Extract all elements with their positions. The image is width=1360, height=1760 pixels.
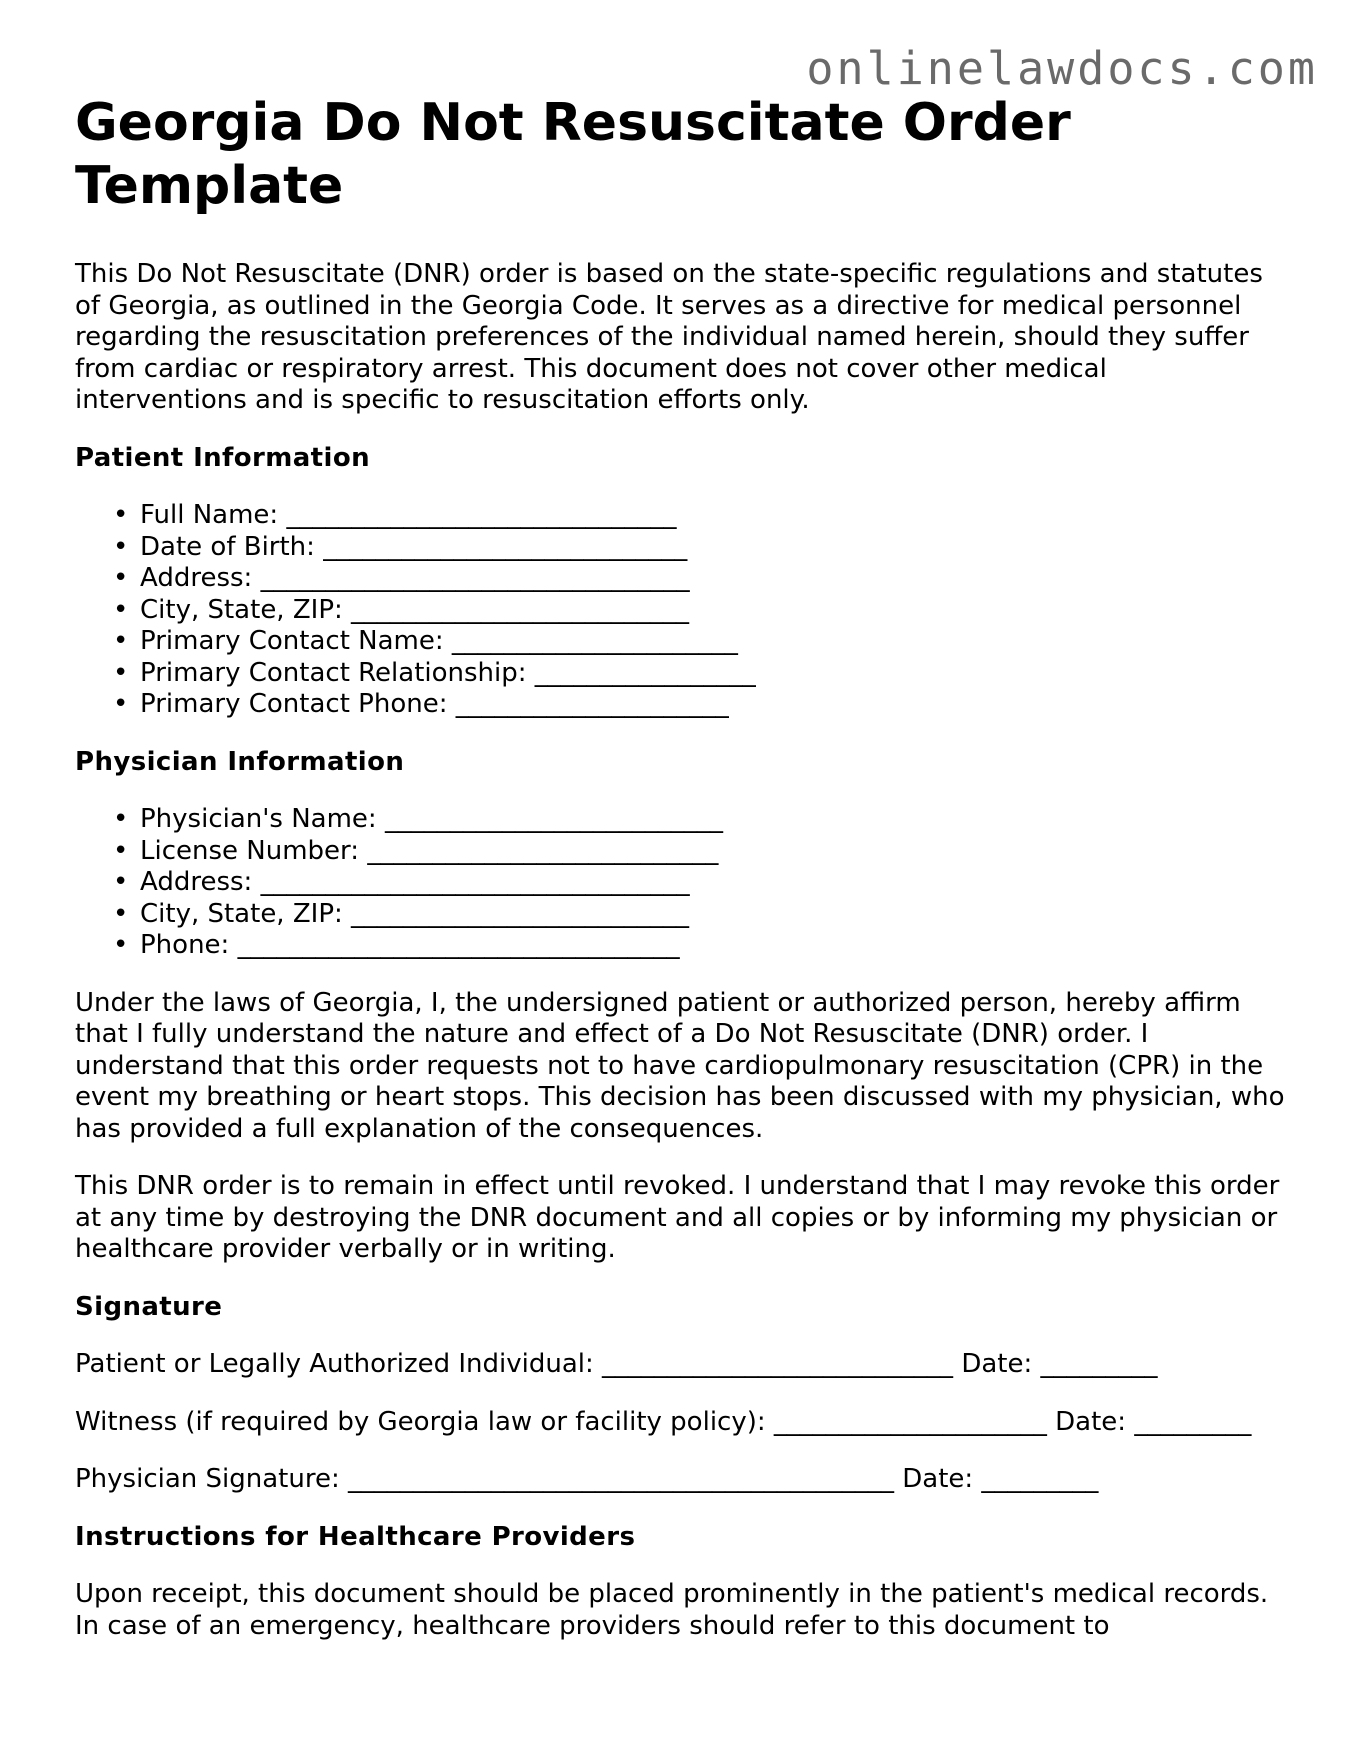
revocation-paragraph: This DNR order is to remain in effect until revoked. I understand that I may revoke this order at any time by destroying the DNR document and all copies or by informing my physician or healthcare provider verbally or in writing. bbox=[75, 1171, 1280, 1264]
list-item bbox=[75, 595, 1285, 627]
field-label: Primary Contact Relationship: bbox=[140, 657, 527, 688]
physician-signature-blank[interactable]: __________________________________________ bbox=[347, 1464, 894, 1494]
bullet-icon: • bbox=[113, 594, 129, 625]
physician-information-list bbox=[75, 804, 1285, 962]
list-item bbox=[75, 836, 1285, 868]
instructions-heading: Instructions for Healthcare Providers bbox=[75, 1521, 636, 1552]
bullet-icon: • bbox=[113, 500, 129, 530]
bullet-icon: • bbox=[113, 804, 129, 834]
bullet-icon: • bbox=[113, 531, 129, 562]
watermark: onlinelawdocs.com bbox=[806, 42, 1318, 95]
instructions-paragraph: Upon receipt, this document should be placed prominently in the patient's medical records. In case of an emergency, healthcare providers should refer to this document to bbox=[75, 1579, 1269, 1641]
list-item bbox=[75, 930, 1285, 962]
fill-in-blank[interactable]: __________________________ bbox=[384, 804, 723, 834]
bullet-icon: • bbox=[113, 898, 129, 929]
patient-information-heading: Patient Information bbox=[75, 442, 370, 473]
patient-signature-line bbox=[75, 1349, 1285, 1381]
list-item bbox=[75, 658, 1285, 690]
fill-in-blank[interactable]: __________________________ bbox=[351, 898, 690, 929]
fill-in-blank[interactable]: ______________________ bbox=[451, 626, 738, 656]
date-label: Date: bbox=[961, 1349, 1033, 1379]
intro-paragraph: This Do Not Resuscitate (DNR) order is based on the state-specific regulations and statutes of Georgia, as outlined in the Georgia Code. It serves as a directive for medical personnel regarding the resuscitation preferences of the individual named herein, should they suffer from cardiac or respiratory arrest. This document does not cover other medical interventions and is specific to resuscitation efforts only. bbox=[75, 259, 1263, 415]
date-blank[interactable]: _________ bbox=[1134, 1406, 1252, 1437]
field-label: Full Name: bbox=[140, 500, 279, 530]
list-item bbox=[75, 626, 1285, 658]
field-label: Address: bbox=[140, 867, 253, 897]
field-label: Phone: bbox=[140, 930, 230, 960]
witness-signature-label: Witness (if required by Georgia law or facility policy): bbox=[75, 1406, 766, 1437]
list-item bbox=[75, 563, 1285, 595]
fill-in-blank[interactable]: _____________________ bbox=[455, 689, 729, 719]
bullet-icon: • bbox=[113, 835, 129, 866]
fill-in-blank[interactable]: __________________________ bbox=[351, 594, 690, 625]
witness-signature-blank[interactable]: _____________________ bbox=[773, 1406, 1047, 1437]
fill-in-blank[interactable]: ___________________________ bbox=[367, 835, 719, 866]
patient-signature-blank[interactable]: ___________________________ bbox=[602, 1349, 954, 1379]
affirmation-paragraph: Under the laws of Georgia, I, the undersigned patient or authorized person, hereby affirm that I fully understand the nature and effect of a Do Not Resuscitate (DNR) order. I understand that this order requests not to have cardiopulmonary resuscitation (CPR) in the event my breathing or heart stops. This decision has been discussed with my physician, who has provided a full explanation of the consequences. bbox=[75, 987, 1285, 1144]
bullet-icon: • bbox=[113, 930, 129, 960]
bullet-icon: • bbox=[113, 626, 129, 656]
bullet-icon: • bbox=[113, 657, 129, 688]
field-label: Address: bbox=[140, 563, 253, 593]
field-label: Primary Contact Name: bbox=[140, 626, 444, 656]
list-item bbox=[75, 500, 1285, 532]
signature-heading: Signature bbox=[75, 1291, 223, 1322]
fill-in-blank[interactable]: ______________________________ bbox=[286, 500, 677, 530]
document-page bbox=[75, 92, 1285, 1668]
date-blank[interactable]: _________ bbox=[1040, 1349, 1158, 1379]
field-label: City, State, ZIP: bbox=[140, 898, 343, 929]
bullet-icon: • bbox=[113, 867, 129, 897]
field-label: City, State, ZIP: bbox=[140, 594, 343, 625]
field-label: Date of Birth: bbox=[140, 531, 315, 562]
date-label: Date: bbox=[902, 1464, 974, 1494]
patient-signature-label: Patient or Legally Authorized Individual: bbox=[75, 1349, 594, 1379]
list-item bbox=[75, 867, 1285, 899]
list-item bbox=[75, 689, 1285, 721]
bullet-icon: • bbox=[113, 689, 129, 719]
list-item bbox=[75, 532, 1285, 564]
patient-information-list bbox=[75, 500, 1285, 721]
field-label: Primary Contact Phone: bbox=[140, 689, 448, 719]
physician-information-heading: Physician Information bbox=[75, 746, 405, 777]
witness-signature-line bbox=[75, 1407, 1255, 1439]
bullet-icon: • bbox=[113, 563, 129, 593]
physician-signature-label: Physician Signature: bbox=[75, 1464, 340, 1494]
fill-in-blank[interactable]: ____________________________ bbox=[323, 531, 688, 562]
list-item bbox=[75, 804, 1285, 836]
date-blank[interactable]: _________ bbox=[981, 1464, 1099, 1494]
fill-in-blank[interactable]: _________________________________ bbox=[260, 867, 690, 897]
list-item bbox=[75, 899, 1285, 931]
field-label: Physician's Name: bbox=[140, 804, 377, 834]
fill-in-blank[interactable]: _________________________________ bbox=[260, 563, 690, 593]
date-label: Date: bbox=[1055, 1406, 1127, 1437]
field-label: License Number: bbox=[140, 835, 360, 866]
fill-in-blank[interactable]: _________________ bbox=[534, 657, 756, 688]
page-title: Georgia Do Not Resuscitate Order Template bbox=[75, 93, 1071, 216]
fill-in-blank[interactable]: __________________________________ bbox=[237, 930, 680, 960]
physician-signature-line bbox=[75, 1464, 1285, 1496]
